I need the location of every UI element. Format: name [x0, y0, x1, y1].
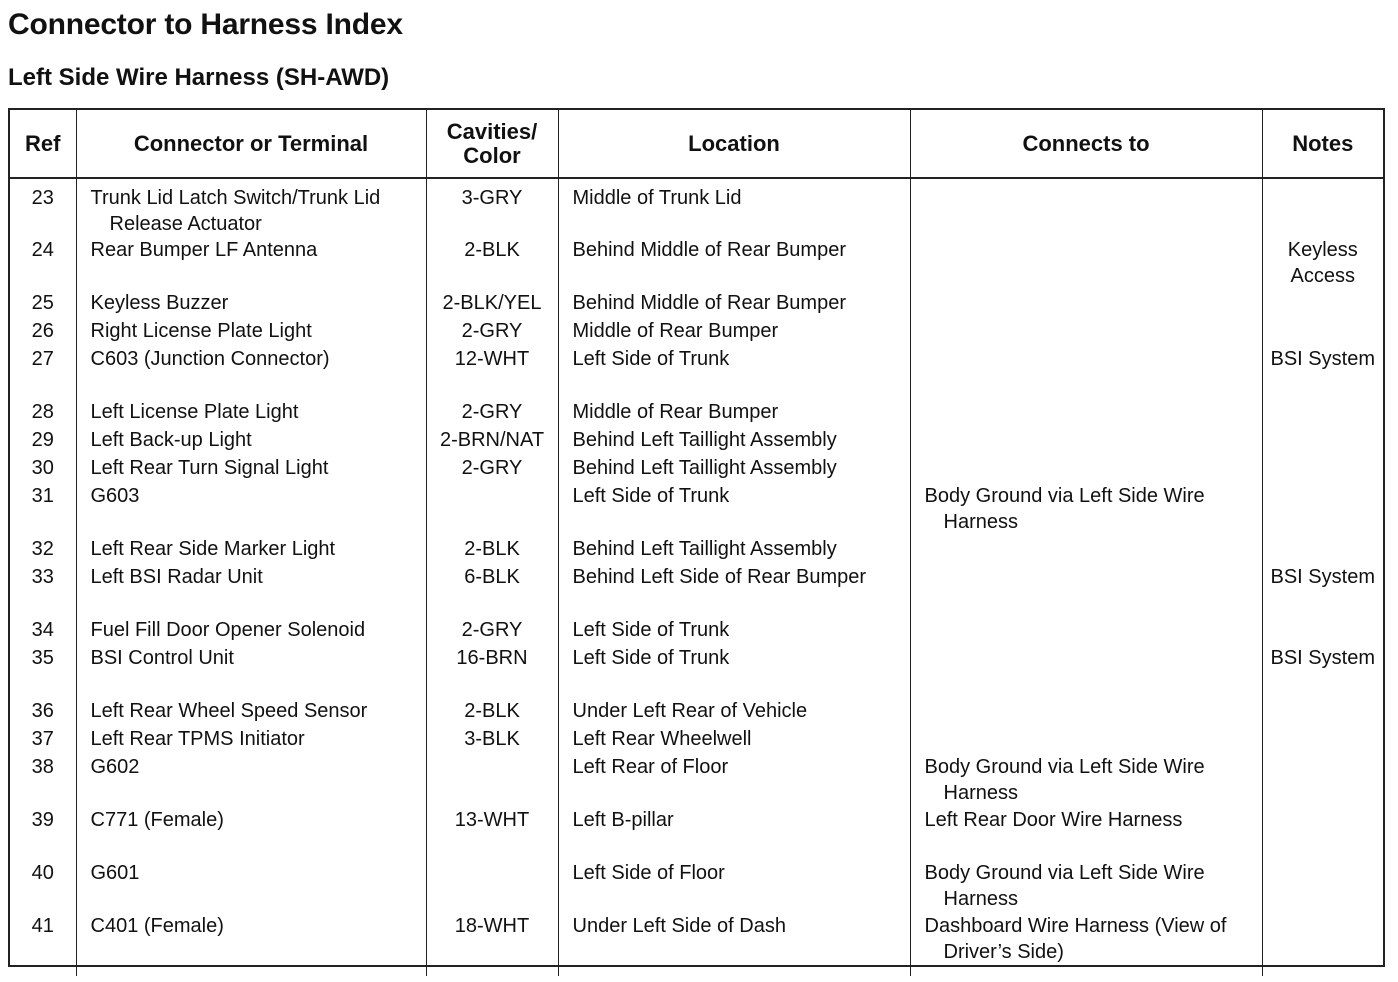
cell-connects-to	[910, 726, 1262, 754]
cell-connector-text: Left Rear Wheel Speed Sensor	[90, 700, 368, 722]
cell-connector-text: Right License Plate Light	[90, 320, 312, 342]
cell-location: Left B-pillar	[558, 807, 910, 860]
cell-location: Left Side of Trunk	[558, 617, 910, 645]
cell-location: Middle of Rear Bumper	[558, 318, 910, 346]
cell-ref: 39	[10, 807, 76, 860]
cell-connects-to	[910, 237, 1262, 290]
cell-cavities	[426, 483, 558, 536]
cell-location: Middle of Rear Bumper	[558, 399, 910, 427]
cell-connects-to	[910, 399, 1262, 427]
column-header-connects-to: Connects to	[910, 110, 1262, 178]
cell-connector-text: Keyless Buzzer	[90, 292, 229, 314]
cell-connects-to	[910, 346, 1262, 399]
cell-notes	[1262, 860, 1383, 913]
cell-cavities: 2-BLK	[426, 237, 558, 290]
cell-connector-text: C771 (Female)	[90, 809, 224, 831]
cell-connector	[76, 483, 426, 536]
cell-connects-to	[910, 455, 1262, 483]
cell-location: Under Left Rear of Vehicle	[558, 698, 910, 726]
cell-notes: Keyless Access	[1287, 239, 1358, 287]
cell-location: Left Side of Floor	[558, 860, 910, 913]
cell-ref: 38	[10, 754, 76, 807]
cell-ref: 27	[10, 346, 76, 399]
table-row-30	[10, 455, 1383, 483]
cell-notes: BSI System	[1270, 566, 1375, 588]
cell-cavities	[426, 754, 558, 807]
table-row-26	[10, 318, 1383, 346]
column-header-connector: Connector or Terminal	[76, 110, 426, 178]
cell-location: Middle of Trunk Lid	[558, 178, 910, 237]
cell-notes	[1262, 399, 1383, 427]
cell-location: Behind Left Side of Rear Bumper	[558, 564, 910, 617]
cell-cavities	[426, 860, 558, 913]
cell-connector-text: G601	[90, 862, 140, 884]
cell-cavities: 3-GRY	[426, 178, 558, 237]
cell-connects-to-text: Body Ground via Left Side Wire Harness	[924, 756, 1205, 804]
cell-notes	[1262, 536, 1383, 564]
cell-notes	[1262, 483, 1383, 536]
cell-ref: 34	[10, 617, 76, 645]
cell-location: Left Rear Wheelwell	[558, 726, 910, 754]
cell-location: Under Left Side of Dash	[558, 913, 910, 976]
cell-ref: 32	[10, 536, 76, 564]
cell-notes	[1262, 455, 1383, 483]
cell-notes	[1262, 726, 1383, 754]
cell-location: Left Side of Trunk	[558, 483, 910, 536]
cell-connector	[76, 698, 426, 726]
cell-location: Behind Middle of Rear Bumper	[558, 290, 910, 318]
cell-connector	[76, 564, 426, 617]
cell-connects-to	[910, 536, 1262, 564]
cell-cavities: 3-BLK	[426, 726, 558, 754]
cell-connector-text: Left Rear TPMS Initiator	[90, 728, 305, 750]
cell-location: Behind Left Taillight Assembly	[558, 455, 910, 483]
cell-cavities: 2-GRY	[426, 399, 558, 427]
table-row-27	[10, 346, 1383, 399]
cell-cavities: 16-BRN	[426, 645, 558, 698]
table-row-38	[10, 754, 1383, 807]
cell-location: Left Side of Trunk	[558, 645, 910, 698]
cell-connector-text: Left BSI Radar Unit	[90, 566, 263, 588]
cell-notes	[1262, 178, 1383, 237]
cell-connects-to	[910, 860, 1262, 913]
cell-ref: 24	[10, 237, 76, 290]
cell-cavities: 2-GRY	[426, 318, 558, 346]
cell-connects-to	[910, 290, 1262, 318]
cell-connector-text: Rear Bumper LF Antenna	[90, 239, 318, 261]
table-row-35	[10, 645, 1383, 698]
cell-connects-to	[910, 807, 1262, 860]
cell-connector	[76, 318, 426, 346]
cell-connector	[76, 726, 426, 754]
cell-connector	[76, 536, 426, 564]
cell-connector-text: C401 (Female)	[90, 915, 224, 937]
cell-ref: 26	[10, 318, 76, 346]
connector-index-table	[10, 110, 1383, 976]
cell-location: Behind Left Taillight Assembly	[558, 427, 910, 455]
cell-location: Behind Middle of Rear Bumper	[558, 237, 910, 290]
cell-connector	[76, 455, 426, 483]
page-title: Connector to Harness Index	[8, 8, 403, 41]
column-header-ref: Ref	[10, 110, 76, 178]
column-header-cavities	[426, 110, 558, 178]
cell-connector-text: Fuel Fill Door Opener Solenoid	[90, 619, 366, 641]
cell-ref: 25	[10, 290, 76, 318]
cell-cavities: 18-WHT	[426, 913, 558, 976]
cell-location: Left Rear of Floor	[558, 754, 910, 807]
cell-connects-to-text: Dashboard Wire Harness (View of Driver’s Side)	[924, 915, 1227, 963]
table-row-24	[10, 237, 1383, 290]
cell-connects-to	[910, 427, 1262, 455]
cell-connector	[76, 617, 426, 645]
column-header-location: Location	[558, 110, 910, 178]
cell-connector-text: Left Back-up Light	[90, 429, 252, 451]
cell-connector-text: C603 (Junction Connector)	[90, 348, 330, 370]
cell-connects-to	[910, 913, 1262, 976]
connector-index-table-frame	[8, 108, 1385, 967]
cell-ref: 28	[10, 399, 76, 427]
cell-notes: BSI System	[1270, 647, 1375, 669]
cell-cavities: 2-BLK	[426, 698, 558, 726]
table-row-37	[10, 726, 1383, 754]
cell-connector	[76, 237, 426, 290]
column-header-notes: Notes	[1262, 110, 1383, 178]
cell-connector	[76, 860, 426, 913]
cell-connects-to-text: Body Ground via Left Side Wire Harness	[924, 485, 1205, 533]
cell-cavities: 13-WHT	[426, 807, 558, 860]
cell-ref: 36	[10, 698, 76, 726]
cell-cavities: 2-GRY	[426, 455, 558, 483]
cell-ref: 23	[10, 178, 76, 237]
cell-connector	[76, 290, 426, 318]
cell-notes: BSI System	[1270, 348, 1375, 370]
table-row-25	[10, 290, 1383, 318]
cell-ref: 37	[10, 726, 76, 754]
cell-notes	[1262, 698, 1383, 726]
table-body	[10, 178, 1383, 976]
cell-connector	[76, 178, 426, 237]
cell-connects-to-text: Left Rear Door Wire Harness	[924, 809, 1183, 831]
cell-notes	[1262, 807, 1383, 860]
cell-cavities: 12-WHT	[426, 346, 558, 399]
cell-connects-to	[910, 318, 1262, 346]
table-row-34	[10, 617, 1383, 645]
cell-ref: 31	[10, 483, 76, 536]
cell-notes	[1262, 290, 1383, 318]
cell-notes	[1262, 913, 1383, 976]
cell-notes	[1262, 754, 1383, 807]
cell-cavities: 2-BLK	[426, 536, 558, 564]
table-row-36	[10, 698, 1383, 726]
cell-connector-text: G602	[90, 756, 140, 778]
table-row-40	[10, 860, 1383, 913]
cell-connects-to	[910, 617, 1262, 645]
cell-connector	[76, 645, 426, 698]
cell-connects-to	[910, 698, 1262, 726]
table-row-31	[10, 483, 1383, 536]
column-header-cavities-label: Cavities/ Color	[446, 118, 538, 168]
table-row-28	[10, 399, 1383, 427]
cell-connector-text: Left License Plate Light	[90, 401, 299, 423]
cell-location: Behind Left Taillight Assembly	[558, 536, 910, 564]
cell-connects-to	[910, 754, 1262, 807]
table-row-32	[10, 536, 1383, 564]
cell-connector-text: G603	[90, 485, 140, 507]
cell-connects-to-text: Body Ground via Left Side Wire Harness	[924, 862, 1205, 910]
cell-location: Left Side of Trunk	[558, 346, 910, 399]
table-header-row	[10, 110, 1383, 178]
cell-connector-text: Left Rear Turn Signal Light	[90, 457, 329, 479]
cell-ref: 29	[10, 427, 76, 455]
cell-cavities: 2-GRY	[426, 617, 558, 645]
cell-connector	[76, 913, 426, 976]
cell-connects-to	[910, 645, 1262, 698]
cell-cavities: 2-BRN/NAT	[426, 427, 558, 455]
cell-notes	[1262, 318, 1383, 346]
table-row-23	[10, 178, 1383, 237]
cell-cavities: 2-BLK/YEL	[426, 290, 558, 318]
cell-connector-text: Left Rear Side Marker Light	[90, 538, 336, 560]
cell-connects-to	[910, 178, 1262, 237]
cell-ref: 40	[10, 860, 76, 913]
cell-ref: 35	[10, 645, 76, 698]
cell-notes	[1262, 617, 1383, 645]
cell-connector	[76, 754, 426, 807]
cell-notes	[1262, 427, 1383, 455]
table-row-39	[10, 807, 1383, 860]
cell-connector-text: BSI Control Unit	[90, 647, 234, 669]
cell-cavities: 6-BLK	[426, 564, 558, 617]
cell-ref: 41	[10, 913, 76, 976]
cell-ref: 33	[10, 564, 76, 617]
cell-connector	[76, 399, 426, 427]
table-row-33	[10, 564, 1383, 617]
cell-connects-to	[910, 564, 1262, 617]
table-row-41	[10, 913, 1383, 976]
cell-connects-to	[910, 483, 1262, 536]
cell-connector	[76, 346, 426, 399]
page-subtitle: Left Side Wire Harness (SH-AWD)	[8, 64, 390, 91]
cell-connector	[76, 427, 426, 455]
cell-connector	[76, 807, 426, 860]
cell-connector-text: Trunk Lid Latch Switch/Trunk Lid Release Actuator	[90, 187, 381, 235]
table-row-29	[10, 427, 1383, 455]
cell-ref: 30	[10, 455, 76, 483]
